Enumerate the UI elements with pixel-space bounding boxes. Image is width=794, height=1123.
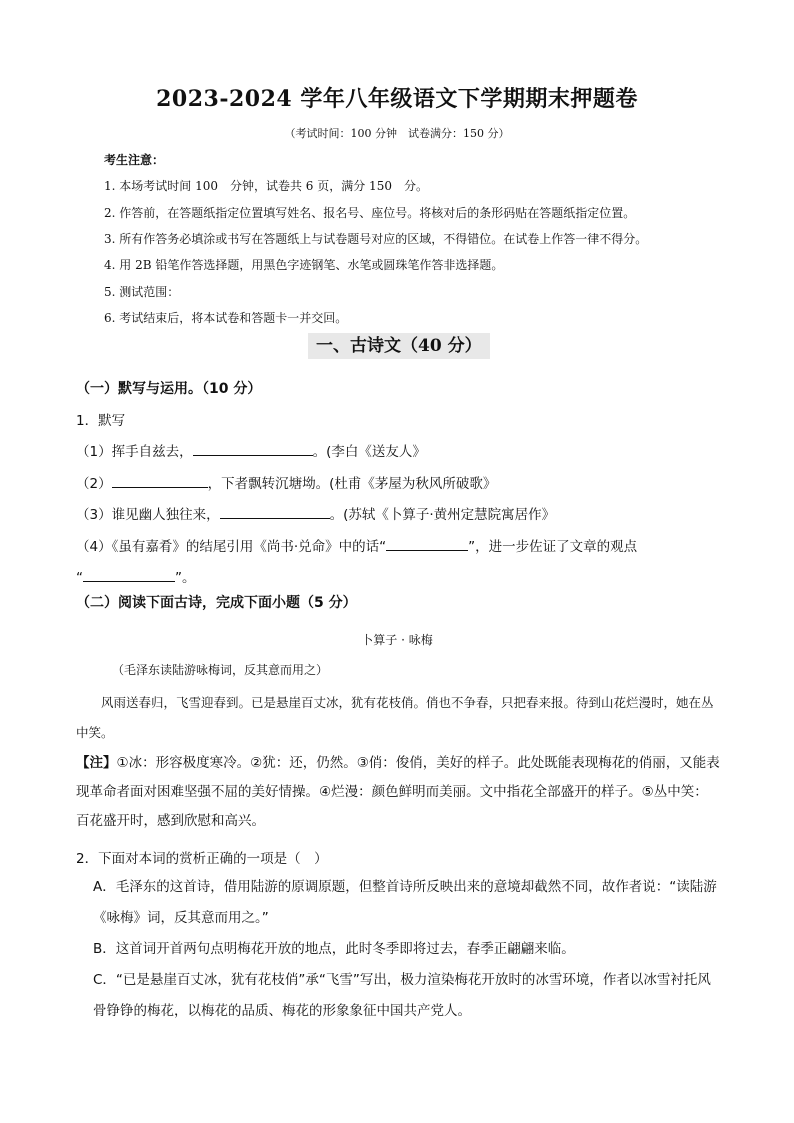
exam-info: （考试时间：100 分钟 试卷满分：150 分） — [284, 127, 510, 140]
item-text: （1）挥手自兹去， — [76, 444, 193, 460]
quote-open: “ — [76, 570, 83, 586]
option-c[interactable]: C．“已是悬崖百丈冰，犹有花枝俏”承“飞雪”写出，极力渲染梅花开放时的冰雪环境，作者以冰雪衬托风骨铮铮的梅花，以梅花的品质、梅花的形象象征中国共产党人。 — [93, 972, 711, 1019]
item-text: （2） — [76, 476, 112, 492]
question-stem: 2．下面对本词的赏析正确的一项是（ ） — [76, 851, 328, 867]
dictation-item — [76, 472, 496, 492]
notice-item: 3. 所有作答务必填涂或书写在答题纸上与试卷题号对应的区域，不得错位。在试卷上作答一律不得分。 — [104, 232, 648, 246]
poem-note: （毛泽东读陆游咏梅词，反其意而用之） — [112, 663, 329, 677]
notice-heading: 考生注意： — [104, 153, 165, 167]
option-b[interactable]: B．这首词开首两句点明梅花开放的地点，此时冬季即将过去，春季正翩翩来临。 — [93, 941, 575, 957]
part-heading: （一）默写与运用。（10 分） — [76, 381, 262, 397]
item-source: 。(苏轼《卜算子·黄州定慧院寓居作》 — [329, 507, 556, 523]
notice-item: 1. 本场考试时间 100 分钟，试卷共 6 页，满分 150 分。 — [104, 179, 428, 193]
dictation-item-continued — [76, 566, 196, 586]
dictation-item — [76, 535, 637, 555]
part-heading: （二）阅读下面古诗，完成下面小题（5 分） — [76, 595, 357, 611]
item-source: ，下者飘转沉塘坳。(杜甫《茅屋为秋风所破歌》 — [207, 476, 497, 492]
notice-item: 5. 测试范围： — [104, 285, 180, 299]
section-heading: 一、古诗文（40 分） — [308, 333, 490, 359]
item-text: （3）谁见幽人独往来， — [76, 507, 220, 523]
dictation-item — [76, 503, 555, 523]
question-label: 1．默写 — [76, 413, 126, 429]
notice-item: 6. 考试结束后，将本试卷和答题卡一并交回。 — [104, 311, 348, 325]
dictation-item — [76, 440, 426, 460]
option-a[interactable]: A．毛泽东的这首诗，借用陆游的原调原题，但整首诗所反映出来的意境却截然不同，故作者说：“读陆游《咏梅》词，反其意而用之。” — [93, 879, 717, 926]
annotation-text: ①冰：形容极度寒冷。②犹：还，仍然。③俏：俊俏，美好的样子。此处既能表现梅花的俏丽，又能表现革命者面对困难坚强不屈的美好情操。④烂漫：颜色鲜明而美丽。文中指花全部盛开的样子。⑤丛中笑：百花盛开时，感到欣慰和高兴。 — [76, 755, 720, 829]
annotation-label: 【注】 — [76, 755, 117, 771]
item-source: 。(李白《送友人》 — [312, 444, 426, 460]
page-title: 2023-2024 学年八年级语文下学期期末押题卷 — [156, 86, 638, 112]
notice-item: 2. 作答前，在答题纸指定位置填写姓名、报名号、座位号。将核对后的条形码贴在答题纸指定位置。 — [104, 206, 636, 220]
poem-title: 卜算子 · 咏梅 — [361, 633, 433, 647]
notice-item: 4. 用 2B 铅笔作答选择题，用黑色字迹钢笔、水笔或圆珠笔作答非选择题。 — [104, 258, 504, 272]
answer-blank[interactable] — [220, 504, 330, 519]
quote-close: ”。 — [175, 570, 196, 586]
answer-blank[interactable] — [193, 441, 313, 456]
item-text: （4）《虽有嘉肴》的结尾引用《尚书·兑命》中的话“ — [76, 539, 387, 555]
answer-blank[interactable] — [112, 473, 208, 488]
annotation — [76, 749, 720, 836]
answer-blank[interactable] — [386, 536, 468, 551]
poem-text: 风雨送春归，飞雪迎春到。已是悬崖百丈冰，犹有花枝俏。俏也不争春，只把春来报。待到山花烂漫时，她在丛中笑。 — [76, 695, 714, 740]
answer-blank[interactable] — [83, 567, 175, 582]
item-source: ”，进一步佐证了文章的观点 — [468, 539, 638, 555]
